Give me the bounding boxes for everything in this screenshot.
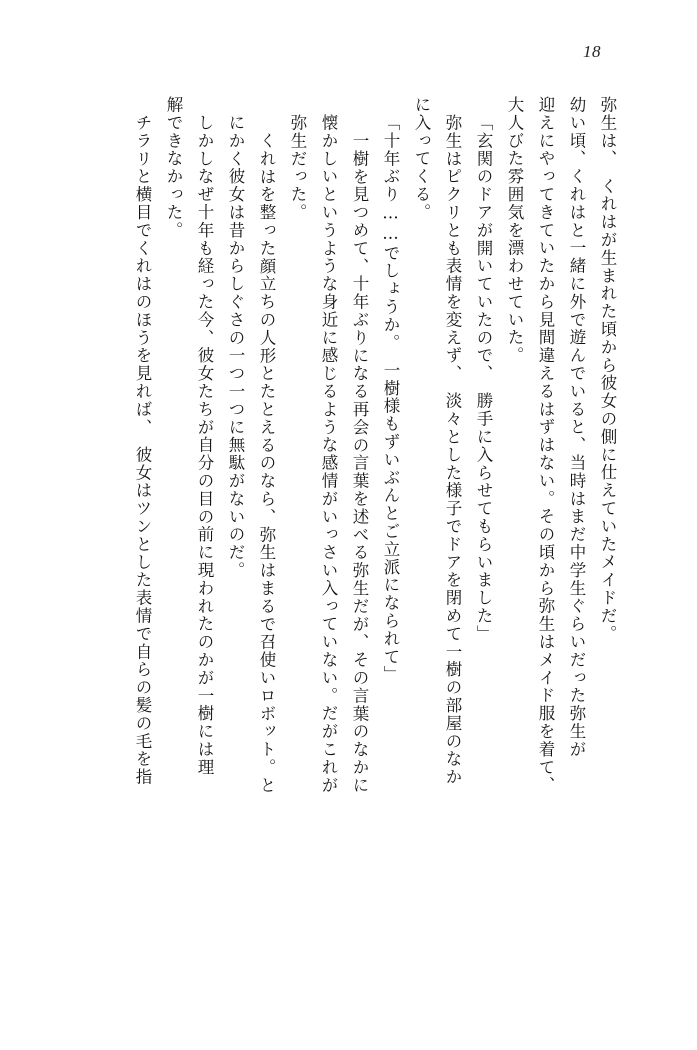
text-column: にかく彼女は昔からしぐさの一つ一つに無駄がないのだ。 xyxy=(226,114,245,580)
text-column: 「十年ぶり……でしょうか。 一樹様もずいぶんとご立派になられて」 xyxy=(381,114,400,684)
text-column: くれはを整った顔立ちの人形とたとえるのなら、弥生はまるで召使いロボット。と xyxy=(257,132,276,795)
text-column: 大人びた雰囲気を漂わせていた。 xyxy=(505,96,524,365)
text-column: に入ってくる。 xyxy=(412,96,431,222)
text-column: しかしなぜ十年も経った今、彼女たちが自分の目の前に現われたのかが一樹には理 xyxy=(195,114,214,777)
text-column: 懐かしいというような身近に感じるような感情がいっさい入っていない。だがこれが xyxy=(319,114,338,795)
page-number: 18 xyxy=(583,42,601,61)
text-column: チラリと横目でくれはのほうを見れば、 彼女はツンとした表情で自らの髪の毛を指 xyxy=(133,114,152,786)
text-column: 弥生だった。 xyxy=(288,114,307,222)
text-column: 迎えにやってきていたから見間違えるはずはない。その頃から弥生はメイド服を着て、 xyxy=(536,96,555,795)
text-column: 一樹を見つめて、十年ぶりになる再会の言葉を述べる弥生だが、その言葉のなかに xyxy=(350,132,369,795)
text-column: 「玄関のドアが開いていたので、 勝手に入らせてもらいました」 xyxy=(474,114,493,643)
text-column: 解できなかった。 xyxy=(164,96,183,240)
text-column: 弥生は、 くれはが生まれた頃から彼女の側に仕えていたメイドだ。 xyxy=(598,96,617,643)
text-column: 弥生はピクリとも表情を変えず、 淡々とした様子でドアを閉めて一樹の部屋のなか xyxy=(443,114,462,786)
text-column: 幼い頃、くれはと一緒に外で遊んでいると、当時はまだ中学生ぐらいだった弥生が xyxy=(567,96,586,759)
vertical-text-block xyxy=(82,96,615,998)
